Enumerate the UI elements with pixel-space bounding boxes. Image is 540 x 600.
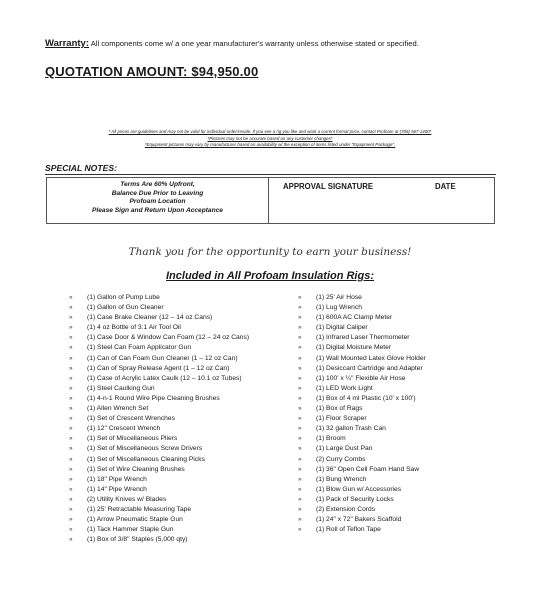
list-item	[298, 293, 508, 303]
list-item-text: (1) Set of Crescent Wrenches	[87, 415, 175, 423]
disclaimer-line: *Pictures may not be accurate based on any customer changes*	[207, 135, 333, 141]
terms-line: Profoam Location	[129, 198, 186, 206]
list-item-text: (1) 25' Air Hose	[316, 294, 362, 301]
list-item-text: (1) Set of Miscellaneous Pliers	[87, 435, 178, 443]
list-item-text: (1) 14" Pipe Wrench	[87, 485, 147, 493]
list-item-text: (1) Large Dust Pan	[316, 445, 373, 453]
bullet-marker: »	[69, 435, 73, 443]
bullet-marker: »	[298, 294, 302, 301]
list-item-text: (1) Can of Spray Release Agent (1 – 12 oz Can)	[87, 364, 230, 372]
bullet-marker: »	[298, 445, 302, 453]
special-notes-divider	[45, 174, 496, 175]
list-item-text: (1) 4-n-1 Round Wire Pipe Cleaning Brushes	[87, 394, 220, 402]
bullet-marker: »	[298, 505, 302, 513]
bullet-marker: »	[69, 526, 73, 534]
list-item-text: (1) Desiccant Cartridge and Adapter	[316, 364, 423, 372]
list-item	[69, 354, 299, 364]
list-item-text: (1) Set of Wire Cleaning Brushes	[87, 465, 185, 473]
included-items-heading: Included in All Profoam Insulation Rigs:	[166, 270, 374, 282]
list-item	[298, 303, 508, 313]
pricing-disclaimer	[45, 129, 495, 149]
list-item	[298, 444, 508, 454]
bullet-marker: »	[298, 455, 302, 463]
bullet-marker: »	[69, 364, 73, 372]
list-item	[298, 364, 508, 374]
list-item	[298, 333, 508, 343]
list-item	[69, 434, 299, 444]
list-item-text: (1) 18" Pipe Wrench	[87, 475, 147, 483]
list-item	[69, 485, 299, 495]
list-item	[69, 515, 299, 525]
terms-line: Please Sign and Return Upon Acceptance	[92, 206, 223, 214]
bullet-marker: »	[298, 475, 302, 483]
bullet-marker: »	[298, 516, 302, 524]
list-item-text: (1) Set of Miscellaneous Cleaning Picks	[87, 455, 205, 463]
bullet-marker: »	[69, 465, 73, 473]
special-notes-title: SPECIAL NOTES:	[45, 163, 117, 173]
bullet-marker: »	[298, 465, 302, 473]
list-item	[298, 434, 508, 444]
bullet-marker: »	[69, 536, 73, 544]
bullet-marker: »	[298, 405, 302, 413]
bullet-marker: »	[298, 384, 302, 392]
list-item-text: (1) 24" x 72" Bakers Scaffold	[316, 516, 402, 524]
list-item	[69, 455, 299, 465]
list-item	[298, 384, 508, 394]
terms-line: Terms Are 60% Upfront,	[120, 181, 195, 188]
list-item	[69, 525, 299, 535]
list-item	[298, 485, 508, 495]
warranty-text: All components come w/ a one year manufacturer's warranty unless otherwise stated or specified.	[89, 39, 419, 48]
list-item-text: (1) Tack Hammer Staple Gun	[87, 526, 174, 534]
bullet-marker: »	[69, 384, 73, 392]
list-item-text: (1) Case of Acrylic Latex Caulk (12 – 10.1 oz Tubes)	[87, 374, 242, 382]
approval-signature-field[interactable]: APPROVAL SIGNATURE	[283, 182, 374, 191]
bullet-marker: »	[69, 394, 73, 402]
bullet-marker: »	[298, 364, 302, 372]
bullet-marker: »	[298, 324, 302, 332]
bullet-marker: »	[298, 394, 302, 402]
list-item-text: (1) Case Door & Window Can Foam (12 – 24 oz Cans)	[87, 334, 250, 342]
bullet-marker: »	[298, 425, 302, 433]
list-item	[69, 424, 299, 434]
bullet-marker: »	[69, 354, 73, 362]
list-item	[69, 293, 299, 303]
list-item	[69, 374, 299, 384]
bullet-marker: »	[69, 475, 73, 483]
list-item-text: (1) Allen Wrench Set	[87, 405, 149, 413]
list-item-text: (2) Utility Knives w/ Blades	[87, 495, 167, 503]
list-item-text: (1) Lug Wrench	[316, 304, 362, 312]
bullet-marker: »	[69, 334, 73, 342]
included-items-right-list	[298, 293, 508, 535]
list-item	[298, 323, 508, 333]
bullet-marker: »	[69, 405, 73, 413]
bullet-marker: »	[69, 495, 73, 503]
list-item	[298, 424, 508, 434]
terms-line: Balance Due Prior to Leaving	[111, 189, 204, 197]
bullet-marker: »	[69, 374, 73, 382]
list-item-text: (1) 100' x ¼" Flexible Air Hose	[316, 374, 406, 382]
bullet-marker: »	[69, 516, 73, 524]
list-item-text: (1) Infrared Laser Thermometer	[316, 334, 410, 342]
list-item-text: (1) Wall Mounted Latex Glove Holder	[316, 354, 426, 362]
list-item-text: (1) Can of Can Foam Gun Cleaner (1 – 12 oz Can)	[87, 354, 238, 362]
list-item-text: (1) Floor Scraper	[316, 415, 367, 423]
bullet-marker: »	[69, 294, 73, 301]
bullet-marker: »	[298, 495, 302, 503]
list-item	[69, 303, 299, 313]
list-item-text: (1) Digital Caliper	[316, 324, 368, 332]
list-item	[298, 505, 508, 515]
list-item-text: (1) Steel Caulking Gun	[87, 384, 155, 392]
bullet-marker: »	[298, 526, 302, 534]
list-item-text: (1) Bung Wrench	[316, 475, 367, 483]
list-item-text: (1) 36" Open Cell Foam Hand Saw	[316, 465, 420, 473]
list-item	[298, 495, 508, 505]
list-item-text: (1) Gallon of Gun Cleaner	[87, 304, 164, 312]
bullet-marker: »	[69, 344, 73, 352]
list-item	[69, 414, 299, 424]
thank-you-message: Thank you for the opportunity to earn your business!	[128, 246, 412, 258]
list-item	[298, 455, 508, 465]
list-item	[69, 333, 299, 343]
list-item-text: (1) Broom	[316, 435, 346, 443]
bullet-marker: »	[298, 415, 302, 423]
disclaimer-line: * All prices are guidelines and may not be valid for individual order/resale. If you see a rig you like and want a current formal price, contact Profoam at (706) 567-1400*	[108, 129, 432, 134]
list-item	[298, 465, 508, 475]
list-item-text: (1) Blow Gun w/ Accessories	[316, 485, 402, 493]
list-item	[69, 475, 299, 485]
list-item	[298, 404, 508, 414]
list-item-text: (1) Pack of Security Locks	[316, 495, 394, 503]
bullet-marker: »	[298, 485, 302, 493]
bullet-marker: »	[298, 344, 302, 352]
bullet-marker: »	[298, 435, 302, 443]
list-item-text: (1) Roll of Teflon Tape	[316, 526, 381, 534]
bullet-marker: »	[69, 485, 73, 493]
date-field[interactable]: DATE	[435, 182, 456, 191]
list-item	[298, 354, 508, 364]
list-item-text: (1) Steel Can Foam Applicator Gun	[87, 344, 192, 352]
list-item	[298, 343, 508, 353]
list-item-text: (1) LED Work Light	[316, 384, 373, 392]
list-item-text: (1) 600A AC Clamp Meter	[316, 314, 393, 322]
bullet-marker: »	[69, 304, 73, 312]
list-item-text: (1) 4 oz Bottle of 3:1 Air Tool Oil	[87, 324, 181, 332]
list-item	[298, 515, 508, 525]
list-item-text: (1) Arrow Pneumatic Staple Gun	[87, 516, 183, 524]
list-item	[298, 525, 508, 535]
list-item	[69, 384, 299, 394]
bullet-marker: »	[69, 505, 73, 513]
included-items-left-list	[69, 293, 299, 545]
list-item-text: (1) 12" Crescent Wrench	[87, 425, 161, 433]
special-notes-table	[46, 177, 495, 224]
list-item	[298, 374, 508, 384]
list-item-text: (1) Gallon of Pump Lube	[87, 294, 160, 301]
list-item	[298, 475, 508, 485]
list-item-text: (1) Box of 3/8" Staples (5,000 qty)	[87, 536, 188, 544]
list-item	[69, 465, 299, 475]
list-item-text: (1) Digital Moisture Meter	[316, 344, 392, 352]
bullet-marker: »	[298, 314, 302, 322]
list-item	[69, 505, 299, 515]
list-item	[69, 444, 299, 454]
warranty-statement	[45, 38, 515, 49]
list-item	[298, 414, 508, 424]
payment-terms-cell	[47, 178, 269, 223]
list-item-text: (1) Box of Rags	[316, 405, 363, 413]
quotation-amount: QUOTATION AMOUNT: $94,950.00	[45, 64, 259, 79]
warranty-label: Warranty:	[45, 38, 89, 49]
list-item-text: (1) Box of 4 ml Plastic (10' x 100')	[316, 394, 416, 402]
list-item	[69, 495, 299, 505]
bullet-marker: »	[69, 324, 73, 332]
list-item-text: (1) 32 gallon Trash Can	[316, 425, 386, 433]
disclaimer-line: *Equipment pictures may vary by manufacturer based on availability w/ the exception of items listed under "Equipment Package".	[144, 142, 396, 148]
bullet-marker: »	[69, 415, 73, 423]
list-item	[69, 394, 299, 404]
list-item-text: (2) Curry Combs	[316, 455, 366, 463]
bullet-marker: »	[69, 445, 73, 453]
bullet-marker: »	[69, 425, 73, 433]
bullet-marker: »	[69, 314, 73, 322]
bullet-marker: »	[69, 455, 73, 463]
list-item	[69, 364, 299, 374]
bullet-marker: »	[298, 334, 302, 342]
list-item-text: (1) 25' Retractable Measuring Tape	[87, 505, 192, 513]
list-item	[69, 404, 299, 414]
bullet-marker: »	[298, 374, 302, 382]
list-item-text: (1) Set of Miscellaneous Screw Drivers	[87, 445, 203, 453]
list-item	[298, 394, 508, 404]
list-item	[298, 313, 508, 323]
list-item	[69, 313, 299, 323]
list-item-text: (2) Extension Cords	[316, 505, 376, 513]
bullet-marker: »	[298, 304, 302, 312]
list-item-text: (1) Case Brake Cleaner (12 – 14 oz Cans)	[87, 314, 213, 322]
list-item	[69, 343, 299, 353]
bullet-marker: »	[298, 354, 302, 362]
list-item	[69, 535, 299, 545]
list-item	[69, 323, 299, 333]
